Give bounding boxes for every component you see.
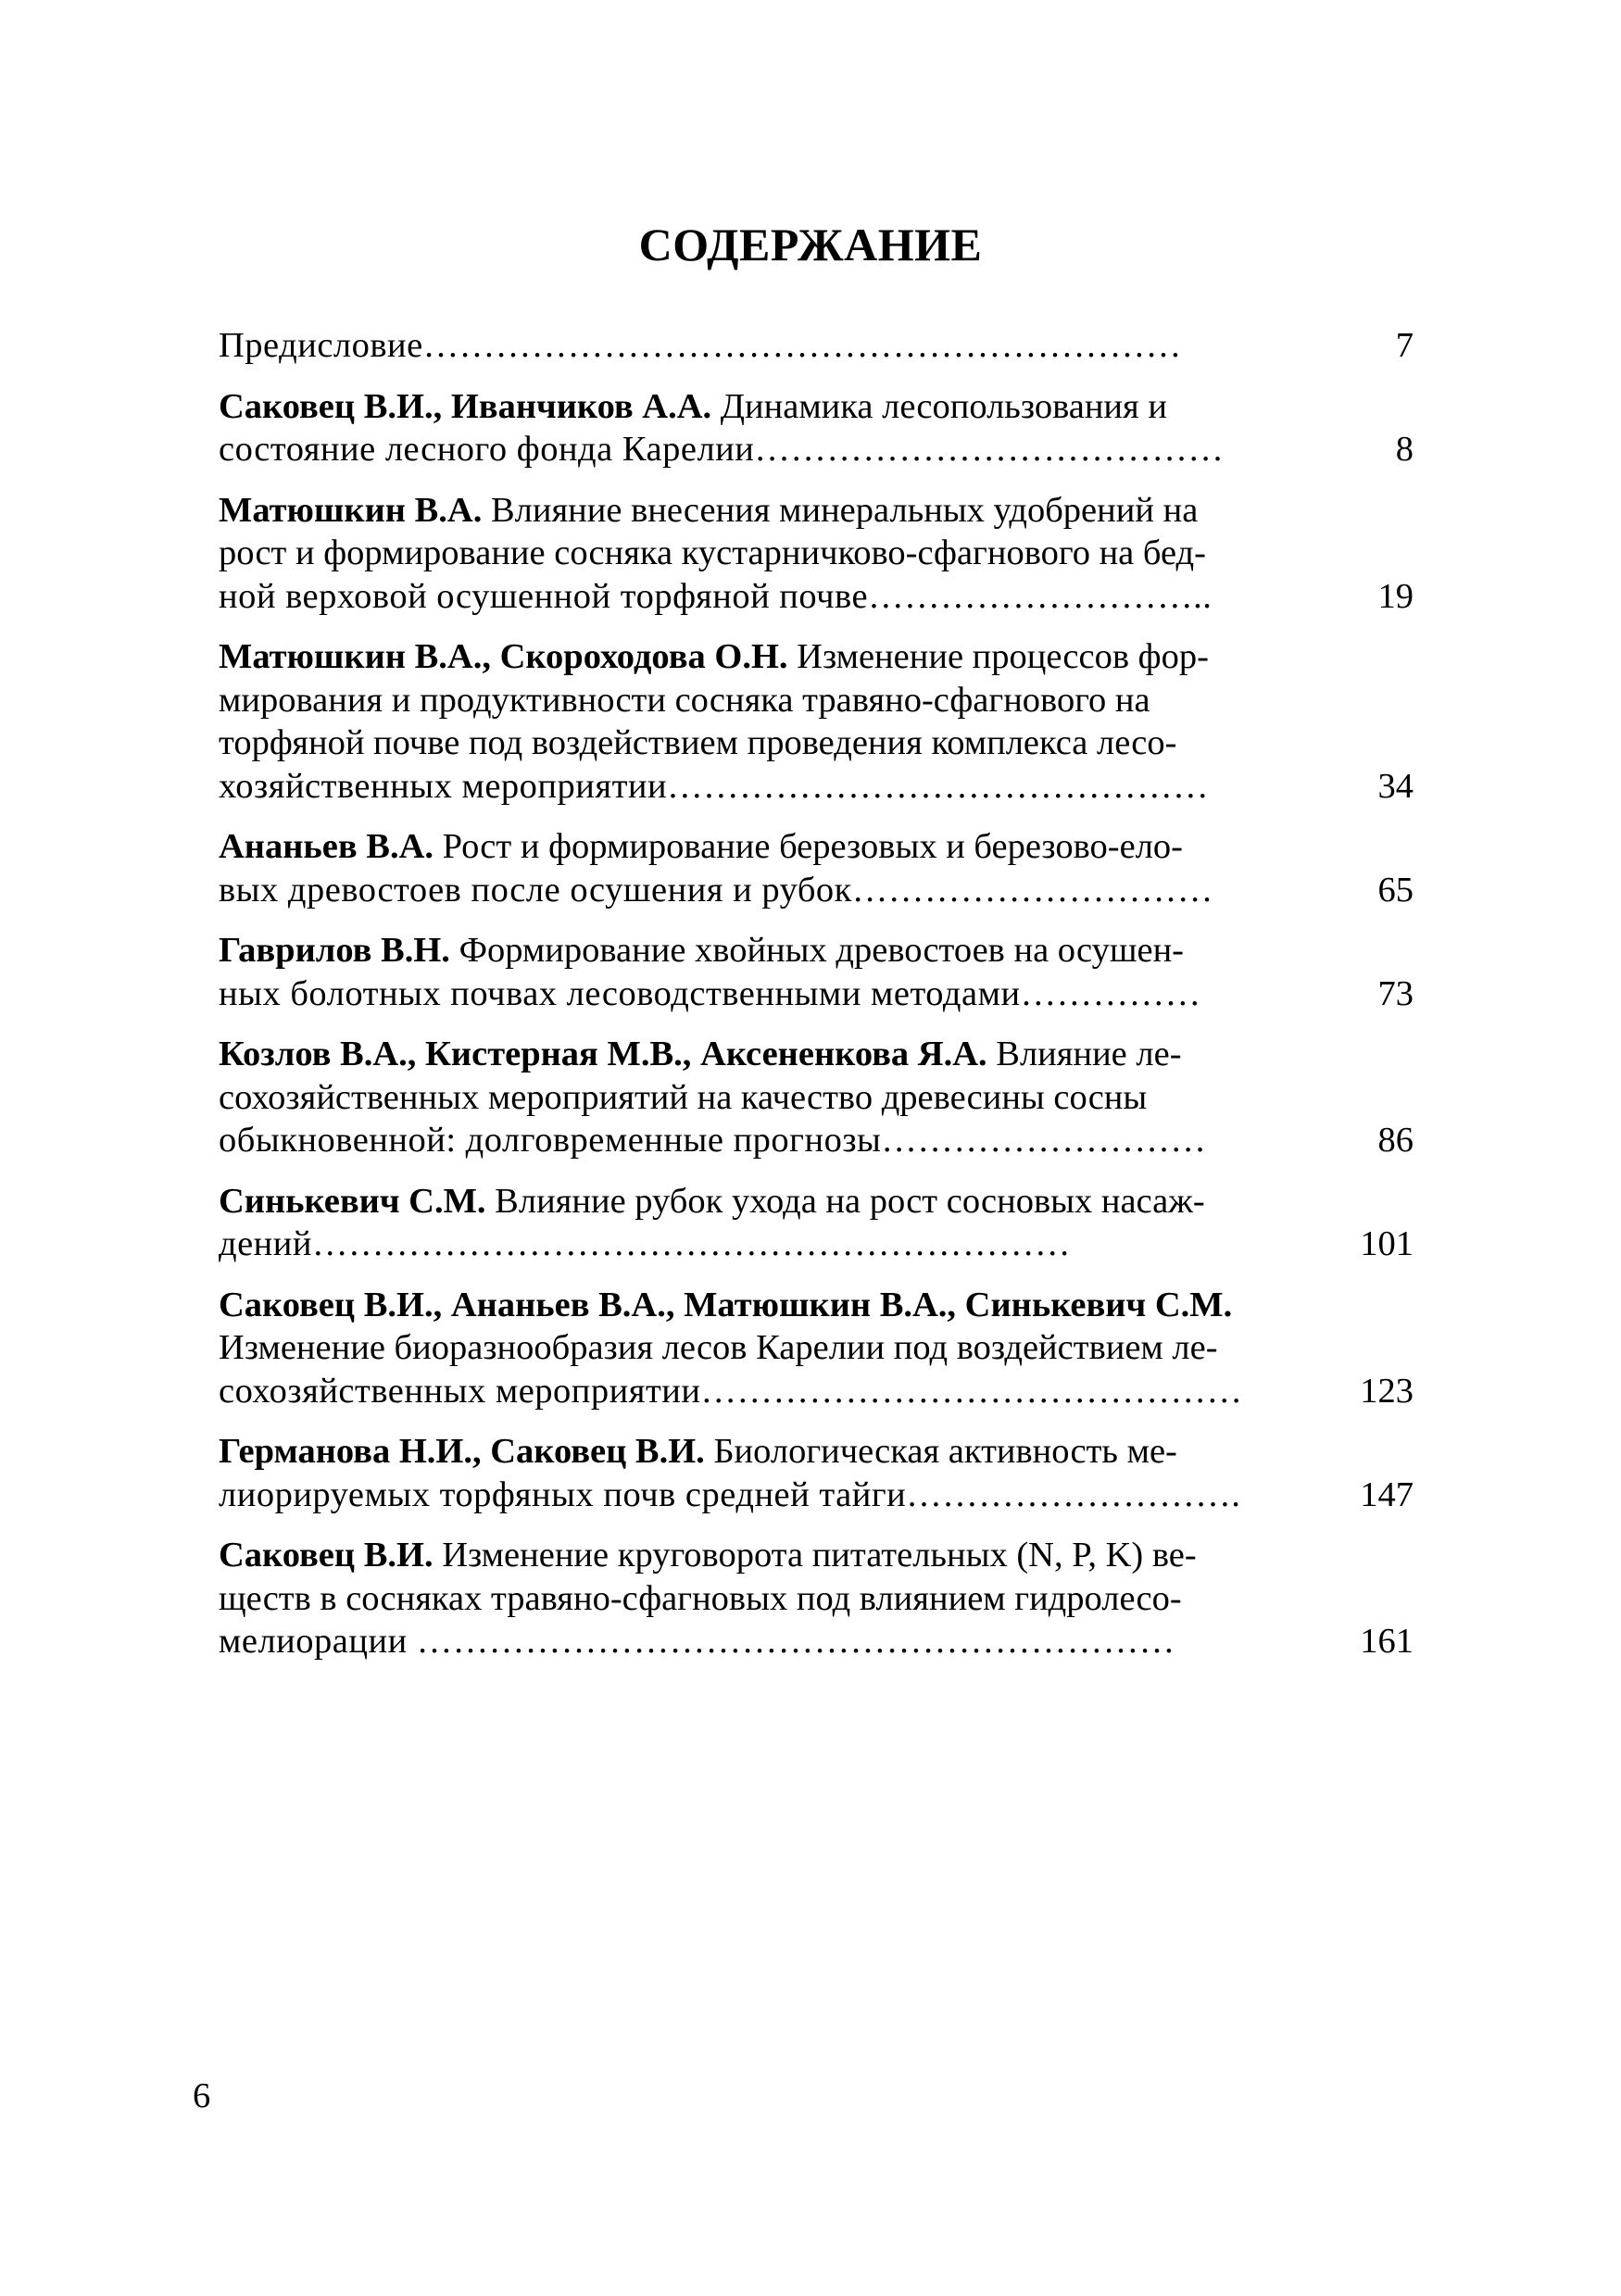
- toc-page-number: 101: [1360, 1224, 1414, 1263]
- toc-entry: [219, 929, 1414, 1015]
- toc-author: Матюшкин В.А.: [219, 490, 483, 530]
- toc-title-line: Влияние ле-: [986, 1035, 1182, 1073]
- toc-entry: [219, 1534, 1414, 1663]
- toc-title-line: лиорируемых торфяных почв средней тайги……………………….: [219, 1474, 1241, 1514]
- toc-line: [219, 1223, 1298, 1266]
- toc-title-line: мирования и продуктивности сосняка травяно-сфагнового на: [219, 680, 1150, 720]
- toc-entry: [219, 1284, 1414, 1413]
- toc-entry-text: [219, 929, 1298, 1015]
- toc-entry-text: [219, 1430, 1298, 1516]
- toc-title-line: Влияние внесения минеральных удобрений на: [482, 490, 1199, 530]
- toc-entry-text: [219, 1284, 1298, 1413]
- toc-line: [219, 575, 1298, 619]
- toc-entry: [219, 635, 1414, 808]
- toc-author: Германова Н.И., Саковец В.И.: [219, 1432, 705, 1471]
- toc-entry: [219, 1430, 1414, 1516]
- toc-entry-text: [219, 1033, 1298, 1162]
- toc-page-number: 65: [1377, 870, 1414, 910]
- toc-line: [219, 1534, 1298, 1577]
- toc-entry: [219, 1180, 1414, 1266]
- toc-title-line: Биологическая активность ме-: [704, 1432, 1177, 1471]
- toc-page-number: 73: [1377, 973, 1414, 1013]
- toc-title-line: состояние лесного фонда Карелии…………………………………: [219, 430, 1225, 469]
- toc-line: [219, 1076, 1298, 1120]
- toc-entry-text: [219, 1534, 1298, 1663]
- page-title: СОДЕРЖАНИЕ: [638, 219, 983, 270]
- toc-entry-text: [219, 825, 1298, 911]
- toc-line: [219, 1430, 1298, 1474]
- page-number: 6: [193, 2076, 211, 2115]
- toc-title-line: торфяной почве под воздействием проведения комплекса лесо-: [219, 723, 1177, 762]
- toc-page-number: 7: [1395, 326, 1414, 365]
- toc-title-line: Динамика лесопользования и: [711, 386, 1167, 426]
- toc-line: [219, 489, 1298, 533]
- toc-title-line: ных болотных почвах лесоводственными методами……………: [219, 973, 1201, 1013]
- toc-author: Саковец В.И.: [219, 1536, 434, 1575]
- toc-title-line: дений………………………………………………………: [219, 1224, 1071, 1263]
- toc-line: [219, 1119, 1298, 1162]
- toc-entry: [219, 1033, 1414, 1162]
- toc-line: [219, 679, 1298, 722]
- toc-author: Гаврилов В.Н.: [219, 931, 450, 970]
- toc-page-number: 161: [1360, 1622, 1414, 1661]
- toc-entry-text: [219, 324, 1298, 368]
- toc-line: [219, 1577, 1298, 1621]
- toc-author: Синькевич С.М.: [219, 1181, 486, 1221]
- toc-line: [219, 635, 1298, 679]
- toc-line: [219, 1370, 1298, 1413]
- toc-title-line: мелиорации ………………………………………………………: [219, 1622, 1175, 1661]
- toc-line: [219, 721, 1298, 765]
- toc-line: [219, 428, 1298, 471]
- toc-author: Саковец В.И., Иванчиков А.А.: [219, 386, 712, 426]
- toc-title-line: Влияние рубок ухода на рост сосновых насаж-: [485, 1181, 1205, 1221]
- toc-page-number: 19: [1377, 576, 1414, 616]
- toc-title-line: Рост и формирование березовых и березово-ело-: [434, 827, 1184, 866]
- toc-title-line: Формирование хвойных древостоев на осушен-: [449, 931, 1184, 970]
- toc-line: [219, 765, 1298, 809]
- toc-line: [219, 1180, 1298, 1223]
- toc-line: [219, 929, 1298, 972]
- toc-line: [219, 532, 1298, 575]
- toc-line: [219, 972, 1298, 1016]
- toc-page-number: 8: [1395, 430, 1414, 469]
- toc-line: [219, 1033, 1298, 1076]
- toc-author: Козлов В.А., Кистерная М.В., Аксененкова Я.А.: [219, 1035, 987, 1073]
- toc-author: Ананьев В.А.: [219, 827, 434, 866]
- toc-line: [219, 1620, 1298, 1663]
- toc-author: Матюшкин В.А., Скороходова О.Н.: [219, 637, 788, 676]
- toc-line: [219, 1284, 1298, 1327]
- toc-title-line: рост и формирование сосняка кустарничково-сфагнового на бед-: [219, 533, 1206, 572]
- toc-title-line: Изменение круговорота питательных (N, P, K) ве-: [433, 1536, 1197, 1575]
- toc-title-line: обыкновенной: долговременные прогнозы………………………: [219, 1121, 1207, 1160]
- toc-title-line: Изменение биоразнообразия лесов Карелии под воздействием ле-: [219, 1328, 1218, 1367]
- toc-title-line: сохозяйственных мероприятии………………………………………: [219, 1371, 1243, 1411]
- toc-entry: [219, 825, 1414, 911]
- toc-entry: [219, 489, 1414, 619]
- toc-page-number: 123: [1360, 1371, 1414, 1411]
- toc-line: [219, 1326, 1298, 1370]
- toc-line: [219, 385, 1298, 429]
- toc-title-line: Предисловие………………………………………………………: [219, 326, 1182, 365]
- toc-entry-text: [219, 635, 1298, 808]
- toc-line: [219, 825, 1298, 869]
- toc-title-line: ной верховой осушенной торфяной почве………………………..: [219, 576, 1213, 616]
- toc-title-line: Изменение процессов фор-: [787, 637, 1209, 676]
- table-of-contents: [219, 324, 1414, 1681]
- toc-line: [219, 869, 1298, 912]
- toc-author: Саковец В.И., Ананьев В.А., Матюшкин В.А., Синькевич С.М.: [219, 1285, 1233, 1324]
- toc-line: [219, 1474, 1298, 1517]
- toc-title-line: вых древостоев после осушения и рубок…………………………: [219, 870, 1213, 910]
- toc-entry: [219, 385, 1414, 471]
- toc-entry-text: [219, 385, 1298, 471]
- toc-line: [219, 324, 1298, 368]
- toc-entry: [219, 324, 1414, 368]
- toc-entry-text: [219, 1180, 1298, 1266]
- toc-page-number: 34: [1377, 766, 1414, 806]
- toc-page-number: 147: [1360, 1474, 1414, 1514]
- toc-title-line: ществ в сосняках травяно-сфагновых под влиянием гидролесо-: [219, 1578, 1182, 1618]
- toc-page-number: 86: [1377, 1121, 1414, 1160]
- toc-title-line: хозяйственных мероприятии………………………………………: [219, 766, 1210, 806]
- toc-title-line: сохозяйственных мероприятий на качество древесины сосны: [219, 1077, 1148, 1117]
- toc-entry-text: [219, 489, 1298, 619]
